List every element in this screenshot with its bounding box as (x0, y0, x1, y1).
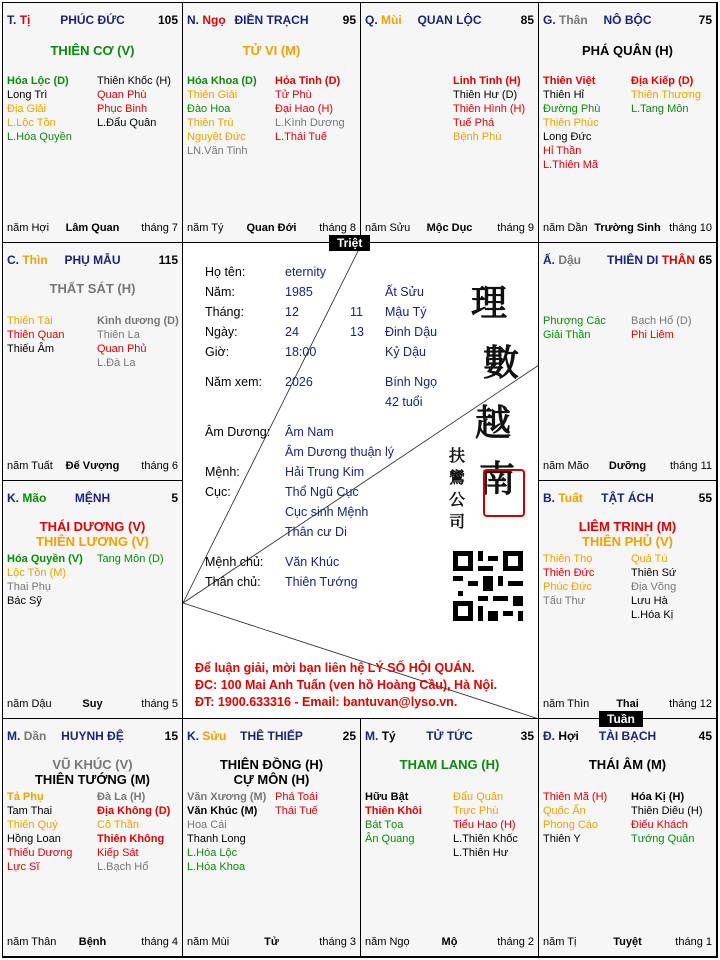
palace-ngo (183, 3, 361, 243)
star-item: Nguyệt Đức (187, 131, 246, 143)
star-item: L.Thiên Mã (543, 159, 599, 171)
calligraphy-char: 數 (483, 342, 520, 384)
star-item: Trực Phù (453, 805, 499, 817)
star-item: Giải Thần (543, 329, 591, 341)
palace-can: M. Dần (7, 729, 47, 743)
main-stars (183, 757, 360, 787)
palace-footer: năm Mùi Tử tháng 3 (187, 936, 356, 948)
small-calligraphy: 司 (449, 512, 466, 531)
palace-name: NÔ BỘC (603, 13, 652, 27)
hour-value: 18:00 (285, 345, 317, 359)
star-item: Thiên Quan (7, 329, 65, 341)
calligraphy-char: 理 (471, 282, 508, 324)
stars-right (97, 790, 170, 874)
main-star: PHÁ QUÂN (H) (582, 43, 673, 58)
main-star: THIÊN ĐỒNG (H) (219, 757, 324, 772)
palace-can: K. Sửu (187, 729, 227, 743)
star-item: Tam Thai (7, 805, 53, 817)
star-item: Thiên Trù (187, 117, 234, 129)
star-item: Phượng Các (543, 315, 606, 327)
star-item: Địa Kiếp (D) (631, 75, 694, 87)
star-item: Quả Tú (631, 553, 668, 565)
palace-name: QUAN LỘC (417, 13, 482, 27)
star-item: L.Thiên Khốc (453, 833, 518, 845)
palace-can: B. Tuất (543, 491, 583, 505)
palace-number: 65 (698, 253, 712, 267)
cuc-value: Thổ Ngũ Cục (285, 485, 359, 499)
month-can: Mậu Tý (385, 305, 427, 319)
main-star: THIÊN CƠ (V) (50, 43, 135, 58)
star-item: Văn Khúc (M) (187, 805, 258, 817)
main-stars (3, 757, 182, 787)
age-value: 42 tuổi (385, 395, 423, 409)
palace-dau (539, 243, 717, 481)
star-item: Đại Hao (H) (275, 103, 334, 115)
palace-footer: năm Thìn Thai tháng 12 (543, 698, 712, 710)
star-item: Thiếu Dương (7, 847, 73, 859)
main-stars (539, 757, 716, 772)
stars-right (275, 790, 318, 818)
palace-footer: năm Ngọ Mộ tháng 2 (365, 936, 534, 948)
stars-left (187, 74, 257, 158)
main-stars (539, 519, 716, 549)
star-item: L.Thái Tuế (275, 131, 327, 143)
star-item: Thanh Long (187, 833, 246, 845)
year-label: Năm: (205, 285, 235, 299)
palace-suu (183, 719, 361, 957)
star-item: Tả Phụ (7, 791, 44, 803)
star-item: Bác Sỹ (7, 595, 42, 607)
star-item: Hóa Khoa (D) (187, 75, 257, 87)
star-item: Địa Võng (631, 581, 677, 593)
view-year-can: Bính Ngọ (385, 375, 438, 389)
star-item: Quốc Ấn (543, 805, 586, 817)
palace-name: MỆNH (74, 491, 111, 505)
main-star: THÁI DƯƠNG (V) (39, 519, 146, 534)
stars-right (275, 74, 345, 144)
stars-right (97, 314, 179, 370)
palace-number: 95 (342, 13, 356, 27)
palace-footer: năm Thân Bệnh tháng 4 (7, 936, 178, 948)
star-item: Thiên Giải (187, 89, 238, 101)
star-item: L.Tang Môn (631, 103, 689, 115)
stars-right (631, 552, 676, 622)
hour-can: Kỷ Dậu (385, 345, 426, 359)
star-item: Long Đức (543, 131, 592, 143)
star-item: Thiên Khốc (H) (97, 75, 171, 87)
star-item: Thiên Khôi (365, 805, 422, 817)
palace-name: THÊ THIẾP (240, 729, 303, 743)
star-item: L.Đẩu Quân (97, 117, 157, 129)
main-star: THAM LANG (H) (399, 757, 500, 772)
star-item: Thiên Hỉ (543, 89, 584, 101)
palace-number: 35 (520, 729, 534, 743)
star-item: Bát Tọa (365, 819, 404, 831)
main-stars (3, 281, 182, 296)
star-item: Phong Cáo (543, 819, 599, 831)
hour-label: Giờ: (205, 345, 230, 359)
main-stars (3, 519, 182, 549)
star-item: Thiên Hư (D) (453, 89, 518, 101)
star-item: Quan Phù (97, 89, 147, 101)
tuan-tag: Tuần (599, 711, 643, 727)
star-item: Địa Giải (7, 103, 47, 115)
palace-can: M. Tý (365, 729, 396, 743)
star-item: Đà La (H) (97, 791, 146, 803)
star-item: Linh Tinh (H) (453, 75, 521, 87)
menh-label: Mệnh: (205, 465, 240, 479)
view-year-label: Năm xem: (205, 375, 262, 389)
month-value: 12 (285, 305, 299, 319)
star-item: Hữu Bật (365, 791, 409, 803)
stars-left (7, 74, 72, 144)
star-item: Đường Phù (543, 103, 601, 115)
main-stars (361, 757, 538, 772)
star-item: L.Thiên Hư (453, 847, 509, 859)
palace-thin (3, 243, 183, 481)
star-item: Quan Phủ (97, 343, 147, 355)
star-item: Điếu Khách (631, 819, 688, 831)
main-star: TỬ VI (M) (242, 43, 301, 58)
palace-number: 15 (164, 729, 178, 743)
main-star: THIÊN LƯƠNG (V) (36, 534, 149, 549)
main-star: CỰ MÔN (H) (233, 772, 310, 787)
star-item: L.Lộc Tồn (7, 117, 56, 129)
month-lunar: 11 (350, 305, 363, 319)
palace-footer: năm Tuất Đế Vượng tháng 6 (7, 460, 178, 472)
day-lunar: 13 (350, 325, 364, 339)
palace-dan (3, 719, 183, 957)
stars-right (631, 74, 701, 116)
palace-tuat (539, 481, 717, 719)
star-item: Thiên Mã (H) (543, 791, 608, 803)
cuc-label: Cục: (205, 485, 231, 499)
star-item: Văn Xương (M) (187, 791, 267, 803)
amduong-value: Âm Nam (285, 425, 334, 439)
star-item: Kình dương (D) (97, 315, 179, 327)
palace-footer: năm Dần Trường Sinh tháng 10 (543, 222, 712, 234)
star-item: Đào Hoa (187, 103, 231, 115)
thanchu-label: Thân chủ: (205, 575, 261, 589)
star-item: L.Đà La (97, 357, 136, 369)
palace-number: 5 (171, 491, 178, 505)
palace-than (539, 3, 717, 243)
small-calligraphy: 鸞 (449, 468, 466, 487)
star-item: Thái Tuế (275, 805, 318, 817)
star-item: Bạch Hổ (D) (631, 315, 692, 327)
small-calligraphy: 公 (449, 490, 466, 509)
star-item: Phúc Đức (543, 581, 592, 593)
palace-name: ĐIỀN TRẠCH (234, 13, 309, 27)
star-item: Tướng Quân (631, 833, 695, 845)
star-item: Tang Môn (D) (97, 553, 164, 565)
palace-footer: năm Mão Dưỡng tháng 11 (543, 460, 712, 472)
star-item: Địa Không (D) (97, 805, 171, 817)
day-can: Đinh Dậu (385, 325, 438, 339)
palace-hoi (539, 719, 717, 957)
star-item: Tiểu Hao (H) (453, 819, 516, 831)
star-item: Phá Toái (275, 791, 318, 803)
year-value: 1985 (285, 285, 313, 299)
star-item: Thai Phụ (7, 581, 52, 593)
small-calligraphy: 扶 (449, 446, 466, 465)
star-item: Hóa Lộc (D) (7, 75, 69, 87)
thanchu-value: Thiên Tướng (285, 575, 358, 589)
main-star: THÁI ÂM (M) (588, 757, 667, 772)
red-seal-icon (483, 469, 525, 517)
star-item: Phục Binh (97, 103, 148, 115)
star-item: Hóa Kị (H) (631, 791, 685, 803)
star-item: Kiếp Sát (97, 847, 139, 859)
palace-number: 85 (520, 13, 534, 27)
star-item: Thiên Thương (631, 89, 702, 101)
star-item: Tuế Phá (453, 117, 495, 129)
palace-mao (3, 481, 183, 719)
stars-right (631, 314, 692, 342)
contact-address: ĐC: 100 Mai Anh Tuấn (ven hồ Hoàng Cầu), Hà Nội. (195, 678, 498, 692)
palace-number: 45 (698, 729, 712, 743)
stars-left (7, 790, 72, 874)
star-item: Bệnh Phù (453, 131, 502, 143)
stars-left (543, 552, 594, 608)
than-cu: Thân cư Di (285, 525, 347, 539)
palace-can: Ấ. Dậu (543, 253, 582, 267)
palace-name: TẬT ÁCH (601, 491, 654, 505)
star-item: Hoa Cái (187, 819, 227, 831)
center-info-panel (183, 243, 539, 719)
star-item: Đẩu Quân (453, 791, 504, 803)
star-item: Thiên Y (543, 833, 581, 845)
palace-ty (3, 3, 183, 243)
star-item: Thiên Diêu (H) (631, 805, 703, 817)
star-item: Thiên Việt (543, 75, 596, 87)
calligraphy-char: 南 (479, 458, 516, 500)
stars-left (543, 314, 606, 342)
star-item: Thiên Sứ (631, 567, 677, 579)
palace-number: 25 (342, 729, 356, 743)
palace-name: PHÚC ĐỨC (60, 13, 125, 27)
star-item: Hồng Loan (7, 833, 61, 845)
palace-number: 115 (158, 253, 178, 267)
contact-phone-email: ĐT: 1900.633316 - Email: bantuvan@lyso.vn. (195, 695, 458, 709)
star-item: L.Hóa Khoa (187, 861, 246, 873)
star-item: Phi Liêm (631, 329, 674, 341)
star-item: Thiếu Âm (7, 343, 55, 355)
palace-name: HUYNH ĐỆ (61, 729, 124, 743)
star-item: L.Hóa Quyền (7, 131, 72, 143)
palace-can: C. Thìn (7, 253, 48, 267)
main-star: VŨ KHÚC (V) (52, 757, 133, 772)
star-item: L.Bạch Hổ (97, 861, 149, 873)
tuvi-chart (2, 2, 718, 958)
month-label: Tháng: (205, 305, 244, 319)
name-label: Họ tên: (205, 265, 246, 279)
menh-value: Hải Trung Kim (285, 465, 365, 479)
star-item: L.Kình Dương (275, 117, 345, 129)
amduong-note: Âm Dương thuận lý (285, 445, 394, 459)
than-marker: THÂN (661, 253, 696, 267)
star-item: L.Hóa Lộc (187, 847, 238, 859)
star-item: Hỉ Thần (543, 145, 582, 157)
day-label: Ngày: (205, 325, 238, 339)
star-item: Thiên Phúc (543, 117, 599, 129)
main-stars (539, 43, 716, 58)
palace-name: PHỤ MẪU (64, 253, 121, 267)
star-item: Hóa Quyền (V) (7, 553, 83, 565)
palace-number: 55 (698, 491, 712, 505)
star-item: LN.Văn Tinh (187, 145, 248, 157)
palace-footer: năm Sửu Mộc Dục tháng 9 (365, 222, 534, 234)
stars-right (631, 790, 703, 846)
menhchu-value: Văn Khúc (285, 555, 340, 569)
main-stars (183, 43, 360, 58)
palace-can: T. Tị (7, 13, 31, 27)
main-star: THẤT SÁT (H) (49, 281, 136, 296)
star-item: Thiên La (97, 329, 140, 341)
palace-ty2 (361, 719, 539, 957)
palace-name: TỬ TỨC (426, 729, 473, 743)
star-item: Thiên Không (97, 833, 165, 845)
menhchu-label: Mệnh chủ: (205, 555, 264, 569)
amduong-label: Âm Dương: (205, 425, 271, 439)
palace-can: Q. Mùi (365, 13, 402, 27)
stars-right (453, 790, 518, 860)
stars-right (453, 74, 525, 144)
star-item: Thiên Quý (7, 819, 58, 831)
stars-left (187, 790, 266, 874)
name-value: eternity (285, 265, 326, 279)
star-item: Long Trì (7, 89, 48, 101)
palace-footer: năm Dậu Suy tháng 5 (7, 698, 178, 710)
star-item: Hỏa Tinh (D) (275, 75, 341, 87)
palace-can: N. Ngọ (187, 13, 226, 27)
palace-can: K. Mão (7, 491, 47, 505)
star-item: L.Hóa Kị (631, 609, 674, 621)
day-value: 24 (285, 325, 299, 339)
star-item: Thiên Tài (7, 315, 53, 327)
stars-left (365, 790, 422, 846)
palace-name: TÀI BẠCH (598, 729, 657, 743)
stars-left (543, 790, 607, 846)
star-item: Lưu Hà (631, 595, 668, 607)
qr-code-icon[interactable] (453, 551, 523, 621)
view-year-value: 2026 (285, 375, 313, 389)
palace-can: Đ. Hợi (543, 729, 579, 743)
stars-right (97, 74, 171, 130)
star-item: Ân Quang (365, 833, 415, 845)
year-can: Ất Sửu (385, 285, 424, 299)
star-item: Tử Phù (275, 89, 312, 101)
palace-name: THIÊN DI THÂN (607, 253, 696, 267)
contact-note: Để luận giải, mời bạn liên hệ LÝ SỐ HỘI QUÁN. (195, 661, 475, 675)
stars-left (7, 314, 64, 356)
star-item: Cô Thần (97, 819, 139, 831)
main-star: THIÊN PHỦ (V) (582, 534, 673, 549)
stars-left (7, 552, 83, 608)
cuc-note: Cục sinh Mệnh (285, 505, 369, 519)
main-stars (3, 43, 182, 58)
palace-mui (361, 3, 539, 243)
palace-footer: năm Tý Quan Đới tháng 8 (187, 222, 356, 234)
main-star: LIÊM TRINH (M) (578, 519, 677, 534)
calligraphy-char: 越 (475, 402, 512, 444)
star-item: Tấu Thư (543, 595, 586, 607)
palace-number: 75 (698, 13, 712, 27)
star-item: Thiên Thọ (543, 553, 593, 565)
palace-footer: năm Hợi Lâm Quan tháng 7 (7, 222, 178, 234)
star-item: Lộc Tồn (M) (7, 567, 67, 579)
triet-tag: Triệt (329, 235, 370, 251)
star-item: Thiên Đức (543, 567, 595, 579)
palace-can: G. Thân (543, 13, 588, 27)
palace-number: 105 (157, 13, 178, 27)
palace-footer: năm Tị Tuyệt tháng 1 (543, 936, 712, 948)
stars-left (543, 74, 600, 172)
star-item: Thiên Hình (H) (453, 103, 526, 115)
main-star: THIÊN TƯỚNG (M) (34, 772, 151, 787)
star-item: Lực Sĩ (7, 861, 40, 873)
stars-right (97, 552, 164, 566)
